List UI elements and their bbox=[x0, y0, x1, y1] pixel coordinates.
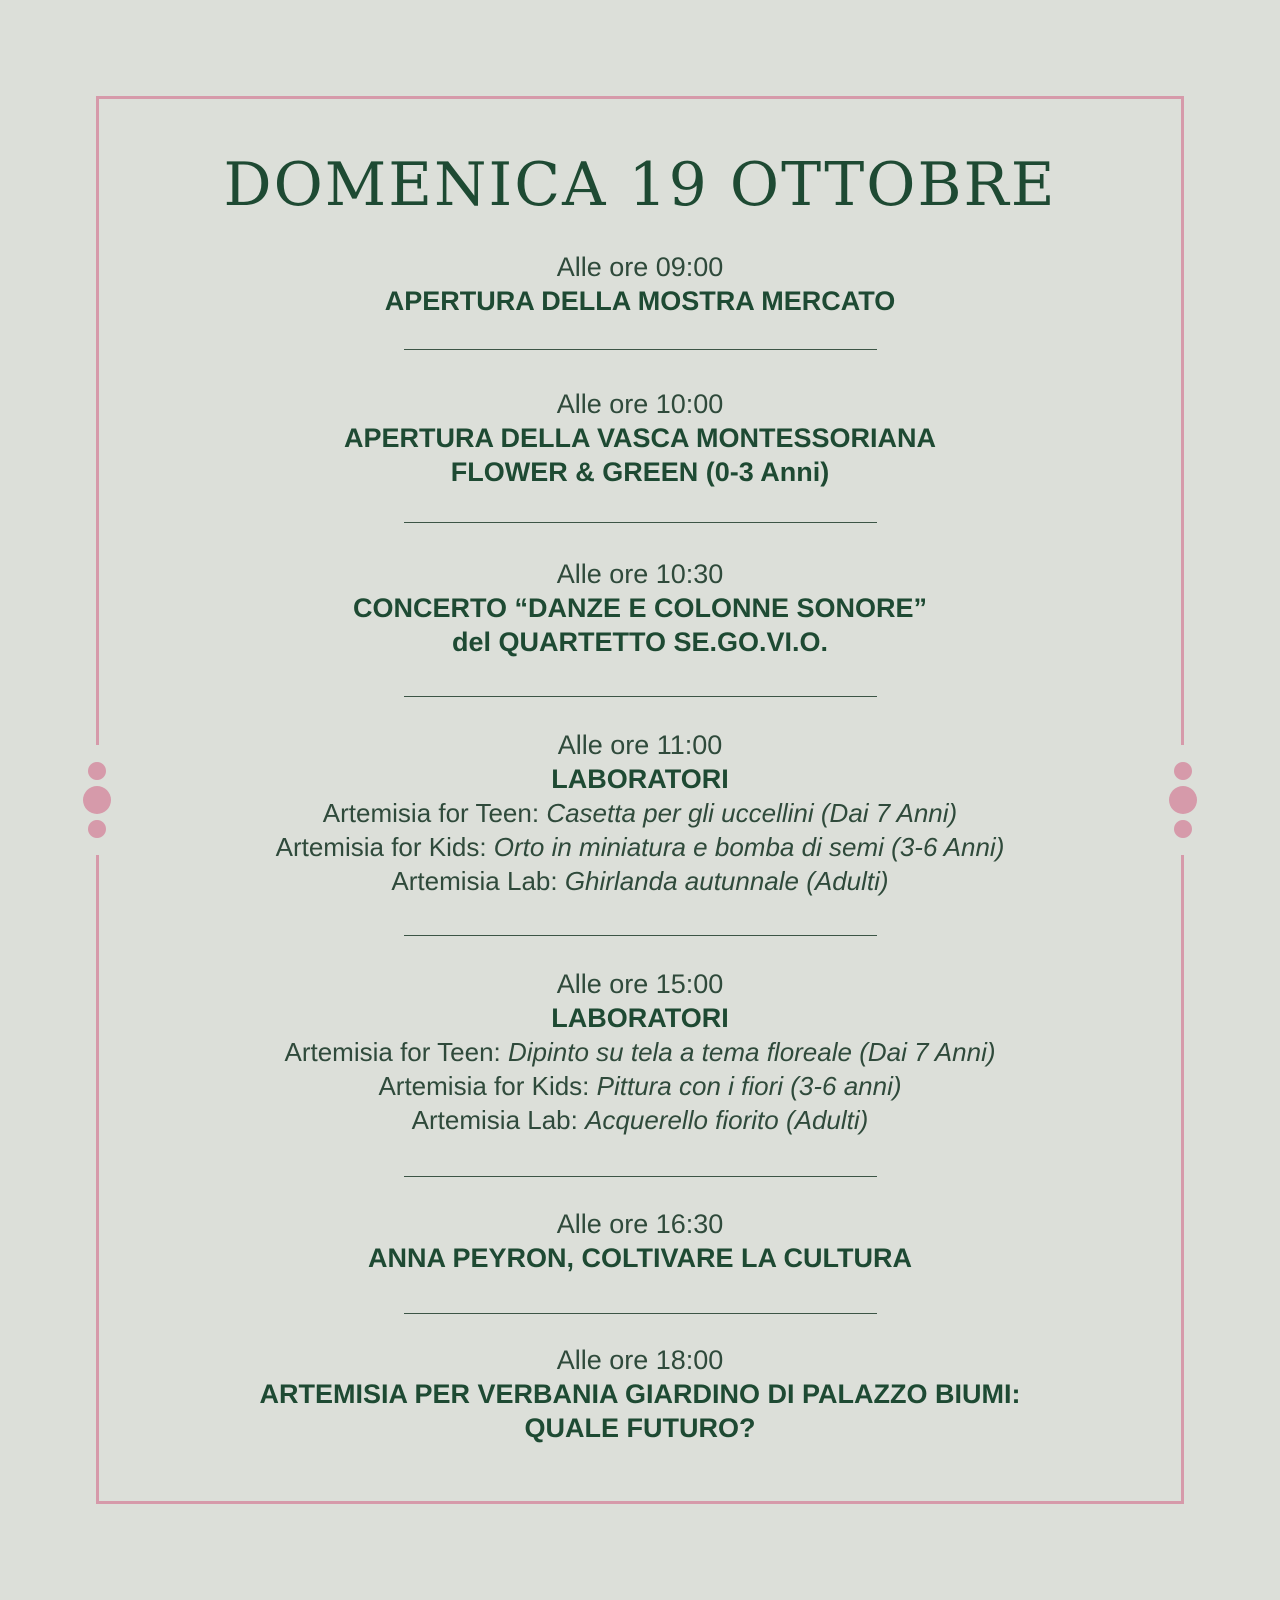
divider bbox=[404, 696, 877, 697]
event-time: Alle ore 11:00 bbox=[557, 730, 723, 760]
event-1000 bbox=[0, 387, 1280, 489]
lab-item bbox=[0, 1103, 1280, 1137]
event-0900 bbox=[0, 250, 1280, 318]
lab-detail: Pittura con i fiori (3-6 anni) bbox=[596, 1071, 902, 1101]
event-time: Alle ore 10:30 bbox=[556, 559, 724, 589]
event-title: APERTURA DELLA MOSTRA MERCATO bbox=[384, 286, 896, 316]
event-time: Alle ore 16:30 bbox=[556, 1209, 724, 1239]
event-1500 bbox=[0, 967, 1280, 1137]
lab-detail: Orto in miniatura e bomba di semi (3-6 Anni) bbox=[493, 832, 1005, 862]
lab-detail: Casetta per gli uccellini (Dai 7 Anni) bbox=[546, 798, 958, 828]
lab-label: Artemisia Lab: bbox=[391, 866, 565, 896]
event-1100 bbox=[0, 728, 1280, 898]
page-title: DOMENICA 19 OTTOBRE bbox=[223, 150, 1057, 220]
lab-detail: Ghirlanda autunnale (Adulti) bbox=[564, 866, 889, 896]
lab-item bbox=[0, 1069, 1280, 1103]
lab-detail: Dipinto su tela a tema floreale (Dai 7 Anni) bbox=[508, 1037, 996, 1067]
event-1030 bbox=[0, 557, 1280, 659]
event-time: Alle ore 09:00 bbox=[556, 252, 724, 282]
lab-detail: Acquerello fiorito (Adulti) bbox=[585, 1105, 869, 1135]
event-subtitle: FLOWER & GREEN (0-3 Anni) bbox=[450, 457, 830, 487]
lab-label: Artemisia for Teen: bbox=[284, 1037, 508, 1067]
event-time: Alle ore 18:00 bbox=[556, 1345, 724, 1375]
event-title: ARTEMISIA PER VERBANIA GIARDINO DI PALAZZO BIUMI: bbox=[259, 1379, 1021, 1409]
divider bbox=[404, 935, 877, 936]
lab-label: Artemisia for Kids: bbox=[378, 1071, 597, 1101]
lab-item bbox=[0, 830, 1280, 864]
event-subtitle: del QUARTETTO SE.GO.VI.O. bbox=[451, 627, 829, 657]
lab-label: Artemisia for Teen: bbox=[322, 798, 547, 828]
lab-label: Artemisia Lab: bbox=[411, 1105, 586, 1135]
event-title: LABORATORI bbox=[551, 1003, 729, 1033]
lab-item bbox=[0, 864, 1280, 898]
lab-item bbox=[0, 1035, 1280, 1069]
lab-item bbox=[0, 796, 1280, 830]
event-title: LABORATORI bbox=[551, 764, 729, 794]
event-title: ANNA PEYRON, COLTIVARE LA CULTURA bbox=[368, 1243, 912, 1273]
event-1630 bbox=[0, 1207, 1280, 1275]
divider bbox=[404, 522, 877, 523]
event-title: APERTURA DELLA VASCA MONTESSORIANA bbox=[343, 423, 936, 453]
divider bbox=[404, 1313, 877, 1314]
divider bbox=[404, 349, 877, 350]
event-subtitle: QUALE FUTURO? bbox=[524, 1413, 756, 1443]
divider bbox=[404, 1176, 877, 1177]
lab-label: Artemisia for Kids: bbox=[275, 832, 494, 862]
event-title: CONCERTO “DANZE E COLONNE SONORE” bbox=[352, 593, 928, 623]
event-1800 bbox=[0, 1343, 1280, 1445]
event-time: Alle ore 10:00 bbox=[556, 389, 724, 419]
event-time: Alle ore 15:00 bbox=[556, 969, 724, 999]
